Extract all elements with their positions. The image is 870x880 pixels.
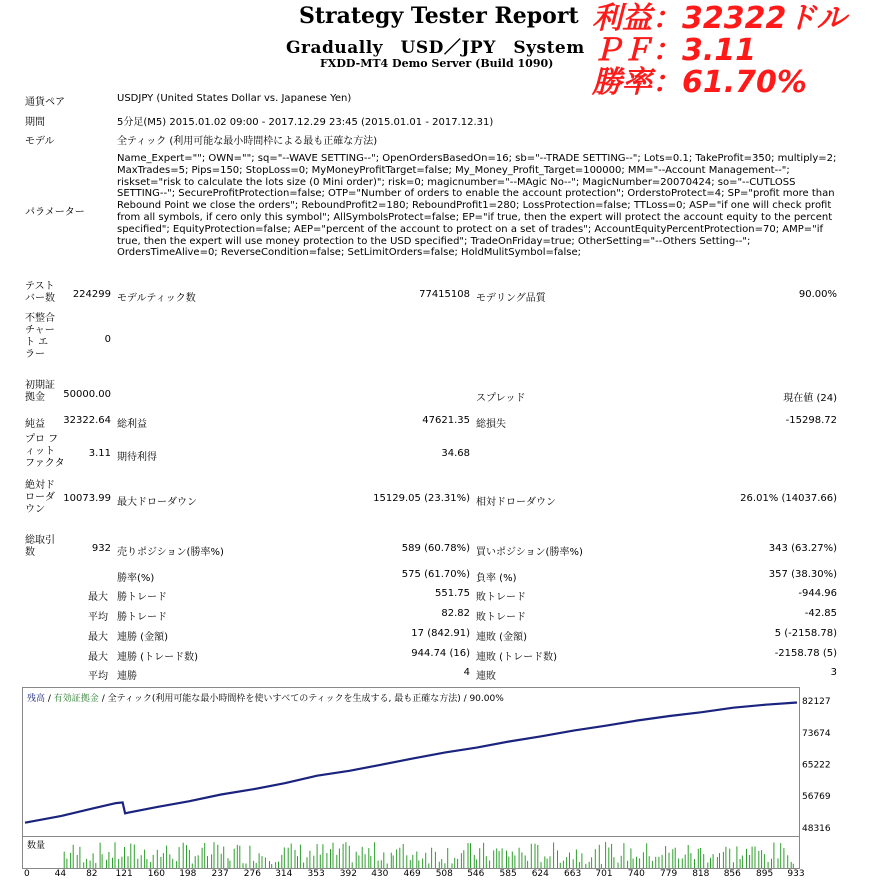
overlay-winrate: 勝率：61.70% bbox=[592, 65, 807, 100]
x-tick-label: 933 bbox=[787, 869, 805, 879]
volume-bar bbox=[479, 848, 480, 868]
volume-bar bbox=[519, 848, 520, 868]
volume-bar bbox=[124, 847, 125, 868]
x-tick-label: 198 bbox=[179, 869, 197, 879]
report-title: Strategy Tester Report bbox=[299, 3, 579, 29]
x-tick-label: 663 bbox=[564, 869, 582, 879]
largest-win-value: 551.75 bbox=[435, 588, 470, 599]
avg-win-label: 勝トレード bbox=[117, 612, 167, 623]
volume-bar bbox=[537, 845, 538, 868]
largest-win-label: 勝トレード bbox=[117, 592, 167, 603]
bars-value: 224299 bbox=[72, 289, 111, 300]
gross-profit-label: 総利益 bbox=[117, 419, 147, 430]
consec-loss-money-value: 5 (-2158.78) bbox=[774, 628, 837, 639]
volume-bar bbox=[468, 843, 469, 868]
x-tick-label: 392 bbox=[339, 869, 357, 879]
volume-bar bbox=[725, 847, 726, 868]
short-label: 売りポジション(勝率%) bbox=[117, 547, 224, 558]
legend-rest: / 全ティック(利用可能な最小時間枠を使いすべてのティックを生成する, 最も正確な方法) / 90.00% bbox=[101, 694, 504, 704]
bars-label: テスト バー数 bbox=[25, 281, 55, 304]
volume-bar bbox=[130, 844, 131, 868]
x-tick-label: 701 bbox=[595, 869, 613, 879]
volume-bar bbox=[214, 842, 215, 868]
consec-win-money-label: 連勝 (金額) bbox=[117, 632, 168, 643]
pair-label: 通貨ペア bbox=[25, 97, 65, 108]
quality-value: 90.00% bbox=[798, 289, 837, 300]
x-tick-label: 508 bbox=[435, 869, 453, 879]
long-value: 343 (63.27%) bbox=[768, 543, 837, 554]
chart-plot bbox=[23, 688, 799, 837]
legend-equity: 有効証拠金 bbox=[53, 694, 99, 704]
quality-label: モデリング品質 bbox=[476, 293, 546, 304]
volume-bar bbox=[773, 843, 774, 869]
pf-value: 3.11 bbox=[88, 448, 111, 459]
volume-bar bbox=[204, 843, 205, 868]
volume-bar bbox=[688, 845, 689, 868]
x-tick-label: 82 bbox=[86, 869, 98, 879]
volume-bar bbox=[202, 848, 203, 868]
ticks-label: モデルティック数 bbox=[117, 293, 196, 304]
volume-bar bbox=[179, 847, 180, 868]
win-value: 575 (61.70%) bbox=[401, 569, 470, 580]
volume-bar bbox=[483, 843, 484, 868]
spread-value: 現在値 (24) bbox=[783, 393, 837, 404]
long-label: 買いポジション(勝率%) bbox=[476, 547, 583, 558]
volume-bar bbox=[79, 847, 80, 868]
balance-chart bbox=[22, 687, 800, 838]
reldd-label: 相対ドローダウン bbox=[476, 497, 556, 508]
absdd-value: 10073.99 bbox=[63, 493, 111, 504]
x-tick-label: 818 bbox=[692, 869, 710, 879]
loss-label: 負率 (%) bbox=[476, 573, 517, 584]
volume-bar bbox=[470, 843, 471, 868]
win-label: 勝率(%) bbox=[117, 573, 155, 584]
max-label-1: 最大 bbox=[88, 592, 108, 603]
x-tick-label: 624 bbox=[531, 869, 549, 879]
expected-label: 期待利得 bbox=[117, 452, 157, 463]
avg-label-1: 平均 bbox=[88, 612, 108, 623]
volume-bar bbox=[608, 848, 609, 869]
volume-bar bbox=[611, 844, 612, 868]
max-label-3: 最大 bbox=[88, 652, 108, 663]
deposit-label: 初期証 拠金 bbox=[25, 380, 55, 403]
volume-bar bbox=[399, 848, 400, 868]
trades-value: 932 bbox=[91, 543, 111, 554]
loss-value: 357 (38.30%) bbox=[768, 569, 837, 580]
x-tick-label: 276 bbox=[243, 869, 261, 879]
volume-bar bbox=[623, 843, 624, 868]
volume-bar bbox=[183, 843, 184, 868]
period-label: 期間 bbox=[25, 117, 45, 128]
x-tick-label: 469 bbox=[403, 869, 421, 879]
y-tick-label: 65222 bbox=[802, 760, 831, 771]
volume-bar bbox=[249, 846, 250, 868]
volume-bar bbox=[599, 845, 600, 868]
volume-bar bbox=[186, 845, 187, 868]
volume-bar bbox=[780, 843, 781, 868]
ticks-value: 77415108 bbox=[419, 289, 470, 300]
x-tick-label: 895 bbox=[756, 869, 774, 879]
server-name: FXDD-MT4 Demo Server (Build 1090) bbox=[320, 57, 554, 70]
gross-profit-value: 47621.35 bbox=[422, 415, 470, 426]
avg-consec-loss-label: 連敗 bbox=[476, 671, 496, 682]
mismatch-value: 0 bbox=[104, 334, 111, 345]
volume-bar bbox=[447, 848, 448, 868]
x-tick-label: 740 bbox=[627, 869, 645, 879]
volume-bar bbox=[535, 844, 536, 868]
pair-value: USDJPY (United States Dollar vs. Japanese Yen) bbox=[117, 93, 352, 104]
volume-bar bbox=[368, 848, 369, 868]
x-axis bbox=[0, 866, 870, 880]
consec-loss-money-label: 連敗 (金額) bbox=[476, 632, 527, 643]
consec-win-count-value: 944.74 (16) bbox=[411, 648, 470, 659]
reldd-value: 26.01% (14037.66) bbox=[740, 493, 837, 504]
maxdd-value: 15129.05 (23.31%) bbox=[373, 493, 470, 504]
x-tick-label: 585 bbox=[499, 869, 517, 879]
y-tick-label: 73674 bbox=[802, 728, 831, 739]
volume-bar bbox=[73, 845, 74, 868]
y-tick-label: 48316 bbox=[802, 824, 831, 834]
params-label: パラメーター bbox=[25, 207, 85, 218]
period-value: 5分足(M5) 2015.01.02 09:00 - 2017.12.29 23:45 (2015.01.01 - 2017.12.31) bbox=[117, 117, 494, 128]
volume-bar bbox=[300, 845, 301, 868]
volume-bar bbox=[322, 844, 323, 868]
legend-sep: / bbox=[47, 694, 54, 704]
x-tick-label: 430 bbox=[371, 869, 389, 879]
mismatch-label: 不整合 チャート エ ラー bbox=[25, 313, 55, 360]
params-value: Name_Expert=""; OWN=""; sq="--WAVE SETTING--"; OpenOrdersBasedOn=16; sb="--TRADE SETTING--"; Lots=0.1; TakeProfit=350; multiply=2; MaxTrades=5; Pips=150; StopLoss=0; MyMoneyProfitTarget=false; My_Money_Profit_Target=100000; MM="--Account Management--"; riskset="risk to calculate the lots size (0 Mini order)"; risk=0; magicnumber="--MAgic No--"; MagicNumber=20070424; so="--CUTLOSS SETTING--"; SecureProfitProtection=false; OTP="Number of orders to enable the account protection"; OrderstoProtect=4; SP="profit more than Rebound Point we close the orders"; ReboundProfit2=180; ReboundProfit1=280; LossProtection=false; TTLoss=0; ASP="if one will check profit from all symbols, if cero only this symbol"; AllSymbolsProtect=false; EP="if true, then the expert will protect the account equity to the percent specified"; EquityProtection=false; AEP="percent of the account to protect on a set of trades"; AccountEquityPercentProtection=70; AMP="if true, then the expert will use money protection to the USD specified"; TradeOnFriday=true; OtherSetting="--Others Setting--"; OrdersTimeAlive=0; ReverseCondition=false; SetLimitOrders=false; HoldMulitSymbol=false; bbox=[117, 153, 837, 259]
x-tick-label: 856 bbox=[723, 869, 741, 879]
volume-bar bbox=[288, 848, 289, 868]
consec-win-money-value: 17 (842.91) bbox=[411, 628, 470, 639]
volume-bar bbox=[531, 844, 532, 868]
x-tick-label: 44 bbox=[54, 869, 67, 879]
pf-label: プロ フィット ファクタ bbox=[25, 434, 65, 469]
volume-bar bbox=[700, 848, 701, 868]
volume-bar bbox=[374, 842, 375, 868]
deposit-value: 50000.00 bbox=[63, 389, 111, 400]
avg-consec-win-label: 連勝 bbox=[117, 671, 137, 682]
volume-bar bbox=[646, 843, 647, 868]
x-tick-label: 353 bbox=[307, 869, 325, 879]
volume-bar bbox=[431, 848, 432, 868]
volume-bar bbox=[223, 847, 224, 869]
volume-bar bbox=[736, 846, 737, 868]
overlay-profit: 利益：32322ドル bbox=[592, 1, 847, 36]
expected-value: 34.68 bbox=[441, 448, 470, 459]
legend-balance: 残高 bbox=[27, 694, 46, 704]
x-tick-label: 314 bbox=[275, 869, 293, 879]
avg-label-2: 平均 bbox=[88, 671, 108, 682]
avg-loss-label: 敗トレード bbox=[476, 612, 526, 623]
volume-bar bbox=[362, 847, 363, 868]
volume-bar bbox=[333, 843, 334, 868]
avg-loss-value: -42.85 bbox=[804, 608, 837, 619]
volume-plot bbox=[23, 837, 799, 868]
x-tick-label: 546 bbox=[467, 869, 485, 879]
short-value: 589 (60.78%) bbox=[401, 543, 470, 554]
trades-label: 総取引 数 bbox=[25, 535, 55, 558]
volume-bar bbox=[217, 845, 218, 868]
y-tick-label: 82127 bbox=[802, 697, 831, 707]
y-tick-label: 56769 bbox=[802, 792, 831, 803]
x-tick-label: 237 bbox=[211, 869, 229, 879]
largest-loss-value: -944.96 bbox=[798, 588, 837, 599]
x-tick-label: 779 bbox=[660, 869, 678, 879]
net-label: 純益 bbox=[25, 419, 45, 430]
volume-bar bbox=[403, 844, 404, 868]
volume-bar bbox=[291, 844, 292, 869]
volume-bar bbox=[284, 847, 285, 868]
absdd-label: 絶対ド ローダ ウン bbox=[25, 480, 55, 515]
volume-bar bbox=[665, 846, 666, 868]
balance-line bbox=[25, 703, 797, 823]
volume-bar bbox=[134, 845, 135, 869]
model-value: 全ティック (利用可能な最小時間枠による最も正確な方法) bbox=[117, 136, 378, 147]
volume-bar bbox=[553, 843, 554, 869]
gross-loss-label: 総損失 bbox=[476, 419, 506, 430]
overlay-pf: ＰＦ：3.11 bbox=[592, 33, 757, 68]
net-value: 32322.64 bbox=[63, 415, 111, 426]
x-tick-label: 160 bbox=[147, 869, 165, 879]
volume-bar bbox=[166, 846, 167, 868]
volume-bar bbox=[345, 842, 346, 868]
max-label-2: 最大 bbox=[88, 632, 108, 643]
volume-bar bbox=[675, 848, 676, 868]
largest-loss-label: 敗トレード bbox=[476, 592, 526, 603]
volume-bar bbox=[349, 846, 350, 868]
consec-loss-count-value: -2158.78 (5) bbox=[774, 648, 837, 659]
volume-bar bbox=[239, 846, 240, 868]
avg-consec-loss-value: 3 bbox=[830, 667, 837, 678]
volume-bar bbox=[317, 844, 318, 868]
y-axis bbox=[800, 687, 870, 847]
consec-win-count-label: 連勝 (トレード数) bbox=[117, 652, 198, 663]
avg-consec-win-value: 4 bbox=[463, 667, 470, 678]
volume-bar bbox=[237, 845, 238, 868]
volume-bar bbox=[115, 842, 116, 868]
consec-loss-count-label: 連敗 (トレード数) bbox=[476, 652, 557, 663]
avg-win-value: 82.82 bbox=[441, 608, 470, 619]
x-tick-label: 121 bbox=[115, 869, 133, 879]
volume-bar bbox=[783, 848, 784, 868]
volume-bar bbox=[755, 847, 756, 869]
model-label: モデル bbox=[25, 136, 55, 147]
volume-chart bbox=[22, 836, 800, 869]
spread-label: スプレッド bbox=[476, 393, 526, 404]
report-subtitle: Gradually USD／JPY System bbox=[286, 38, 585, 58]
maxdd-label: 最大ドローダウン bbox=[117, 497, 197, 508]
volume-bar bbox=[100, 843, 101, 868]
volume-bar bbox=[752, 847, 753, 868]
volume-label: 数量 bbox=[27, 841, 46, 851]
volume-bar bbox=[343, 844, 344, 868]
x-tick-label: 0 bbox=[24, 869, 30, 879]
gross-loss-value: -15298.72 bbox=[785, 415, 837, 426]
volume-bar bbox=[605, 842, 606, 868]
